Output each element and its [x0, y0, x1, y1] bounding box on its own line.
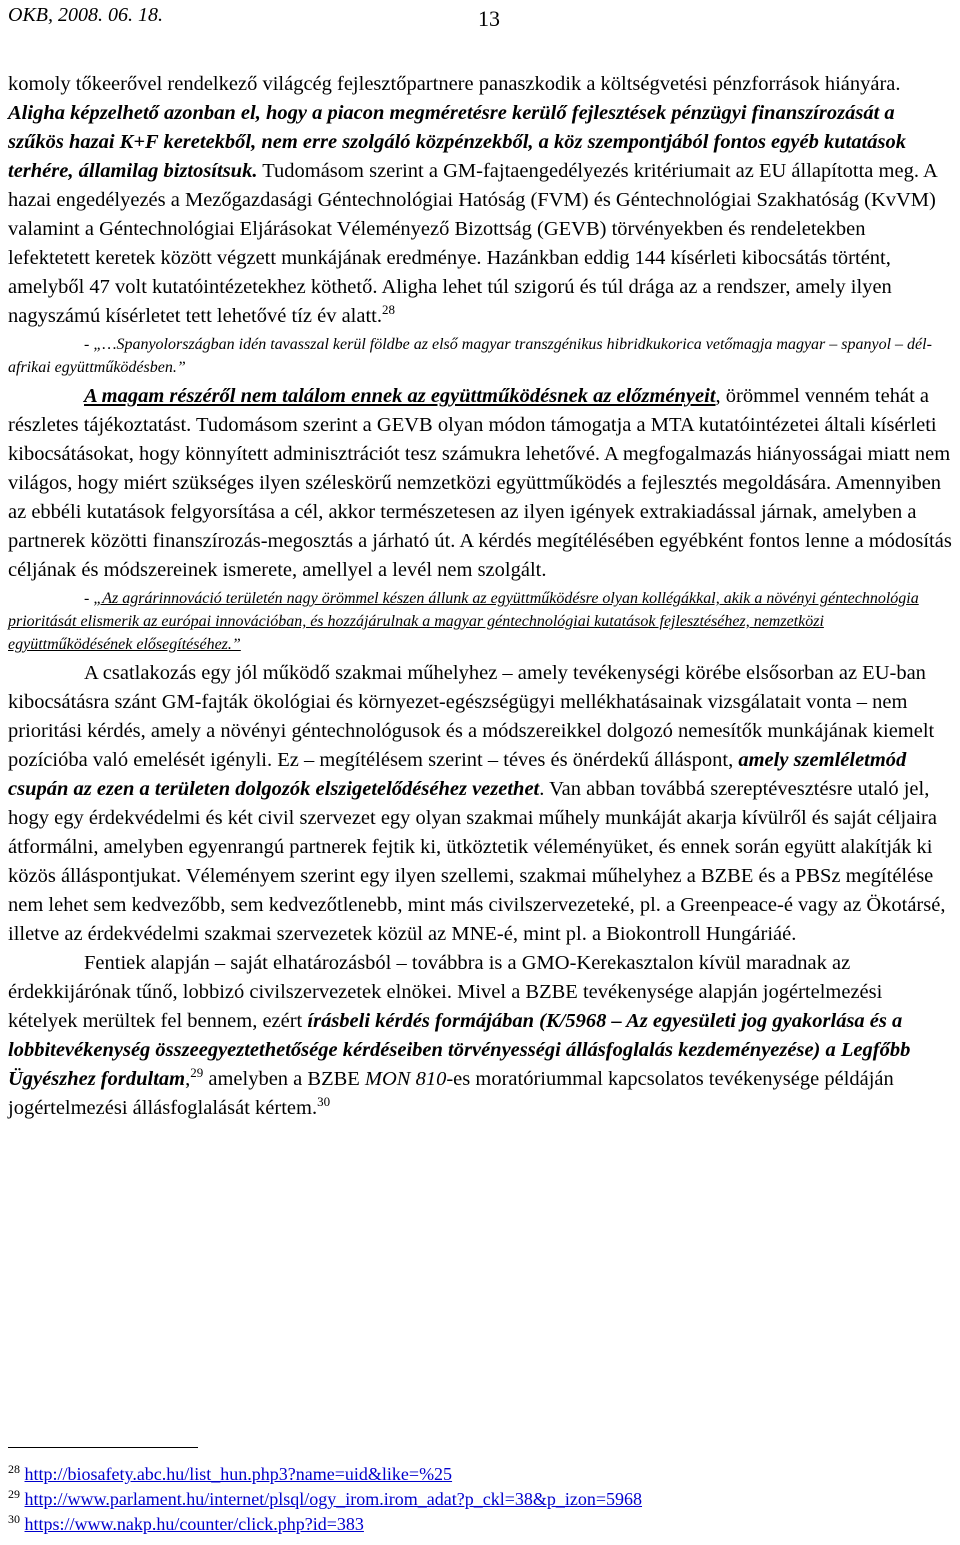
footnote-ref-28[interactable]: 28: [381, 302, 395, 318]
page-header: [8, 4, 952, 34]
paragraph-4: [8, 949, 952, 1123]
paragraph-3-text-a: A csatlakozás egy jól működő szakmai műhelyhez – amely tevékenységi körébe elsősorban az EU-ban kibocsátásra szánt GM-fajták ökológiai és környezet-egészségügyi mellékhatásainak vizsgálatait vonta – nem prioritási kérdés, amely a növényi géntechnológusok és a módszereikkel dolgozó nemesítők munkájának kiemelt pozícióba való emelését igényli. Ez – megítélésem szerint – téves és önérdekű álláspont,: [8, 662, 935, 771]
paragraph-1-text-a: komoly tőkeerővel rendelkező világcég fejlesztőpartnere panaszkodik a költségvetési pénzforrások hiányára.: [8, 73, 901, 95]
paragraph-4-text-c: -es moratóriummal kapcsolatos tevékenysége példáján jogértelmezési állásfoglalását kértem.: [8, 1068, 894, 1119]
paragraph-1-emphasis: Aligha képzelhető azonban el, hogy a piacon megméretésre kerülő fejlesztések pénzügyi finanszírozását a szűkös hazai K+F keretekből, nem erre szolgáló közpénzekből, a köz szempontjából fontos egyéb kutatások terhére, államilag biztosítsuk.: [8, 102, 906, 182]
footnote-30: [8, 1512, 952, 1537]
paragraph-4-emphasis: írásbeli kérdés formájában (K/5968 – Az egyesületi jog gyakorlása és a lobbitevékenység összeegyeztethetősége kérdéseiben törvényességi állásfoglalás kezdeményezése) a Legfőbb Ügyészhez fordultam: [8, 1010, 911, 1090]
document-body: [8, 70, 952, 1123]
quote-2-text: „Az agrárinnováció területén nagy örömmel készen állunk az együttműködésre olyan kollégákkal, akik a növényi géntechnológia prioritását elismerik az európai innovációban, és hozzájárulnak a magyar géntechnológiai kutatások fejlesztéséhez, nemzetközi együttműködésének elősegítéséhez.”: [8, 590, 919, 653]
paragraph-3-text-b: . Van abban továbbá szereptévesztésre utaló jel, hogy egy érdekvédelmi és két civil szervezet egy olyan szakmai műhely munkáját akarja kívülről és saját céljaira átformálni, amelyben egyenrangú partnerek fejtik ki, ütköztetik véleményüket, és ennek során együtt alakítják ki közös álláspontjukat. Véleményem szerint egy ilyen szellemi, szakmai műhelyhez a BZBE és a PBSz megítélése nem lehet sem kedvezőbb, sem kedvezőtlenebb, mint más civilszervezeteké, pl. a Greenpeace-é vagy az Ökotársé, illetve az érdekvédelmi szakmai szervezetek közül az MNE-é, mint pl. a Biokontroll Hungáriáé.: [8, 778, 946, 945]
paragraph-3: [8, 659, 952, 949]
header-date: OKB, 2008. 06. 18.: [8, 4, 163, 26]
footnote-separator: [8, 1447, 198, 1448]
quote-1: [8, 333, 952, 379]
footnote-link[interactable]: http://www.parlament.hu/internet/plsql/ogy_irom.irom_adat?p_ckl=38&p_izon=5968: [24, 1489, 643, 1509]
footnote-number: 28: [8, 1461, 20, 1476]
paragraph-2: [8, 382, 952, 585]
footnote-ref-30[interactable]: 30: [317, 1094, 331, 1110]
paragraph-1-text-b: Tudomásom szerint a GM-fajtaengedélyezés kritériumait az EU állapította meg. A hazai engedélyezés a Mezőgazdasági Géntechnológiai Hatóság (FVM) és Géntechnológiai Szakhatóság (KvVM) valamint a Géntechnológiai Eljárásokat Véleményező Bizottság (GEVB) törvényekben és rendeletekben lefektetett keretek között végzett munkájának eredménye. Hazánkban eddig 144 kísérleti kibocsátás történt, amelyből 47 volt kutatóintézetekhez köthető. Aligha lehet túl szigorú és túl drága az a rendszer, amely ilyen nagyszámú kísérletet tett lehetővé tíz év alatt.: [8, 160, 937, 327]
footnote-number: 30: [8, 1511, 20, 1526]
paragraph-2-text: , örömmel venném tehát a részletes tájékoztatást. Tudomásom szerint a GEVB olyan módon támogatja a MTA kutatóintézetei általi kísérleti kibocsátásokat, hogy könnyített adminisztrációt tesz számukra lehetővé. A megfogalmazás hiányosságai miatt nem világos, hogy miért szükséges ilyen széleskörű nemzetközi együttműködés a fejlesztés megoldására. Amennyiben az ebbéli kutatások felgyorsítása a cél, akkor természetesen az ilyen igények extrakiadással járnak, amelyben a partnerek közötti finanszírozás-megosztás a járható út. A kérdés megítélésében egyébként fontos lenne a módosítás céljának és módszereinek ismerete, amellyel a levél nem szolgált.: [8, 385, 952, 581]
paragraph-4-text-a: Fentiek alapján – saját elhatározásból – továbbra is a GMO-Kerekasztalon kívül maradnak az érdekkijárónak tűnő, lobbizó civilszervezetek elnökei. Mivel a BZBE tevékenysége alapján jogértelmezési kételyek merültek fel bennem, ezért: [8, 952, 883, 1032]
paragraph-4-text-b: amelyben a BZBE: [203, 1068, 365, 1090]
quote-2-dash: -: [84, 590, 94, 607]
paragraph-1: [8, 70, 952, 331]
page-number: 13: [478, 6, 500, 31]
footnote-29: [8, 1487, 952, 1512]
paragraph-2-emphasis: A magam részéről nem találom ennek az együttműködésnek az előzményeit: [84, 385, 716, 407]
paragraph-3-emphasis: amely szemléletmód csupán az ezen a területen dolgozók elszigetelődéséhez vezethet: [8, 749, 907, 800]
footnote-number: 29: [8, 1486, 20, 1501]
quote-2: [8, 587, 952, 656]
footnotes-section: [8, 1447, 952, 1537]
paragraph-4-comma: ,: [185, 1068, 191, 1090]
footnote-ref-29[interactable]: 29: [190, 1065, 204, 1081]
footnote-28: [8, 1462, 952, 1487]
footnote-link[interactable]: https://www.nakp.hu/counter/click.php?id=383: [24, 1514, 364, 1534]
footnote-link[interactable]: http://biosafety.abc.hu/list_hun.php3?name=uid&like=%25: [24, 1464, 453, 1484]
quote-1-dash: -: [84, 336, 94, 353]
quote-1-text: „…Spanyolországban idén tavasszal kerül földbe az első magyar transzgénikus hibridkukorica vetőmagja magyar – spanyol – dél-afrikai együttműködésben.”: [8, 336, 932, 376]
paragraph-4-mon810: MON 810: [364, 1068, 447, 1090]
